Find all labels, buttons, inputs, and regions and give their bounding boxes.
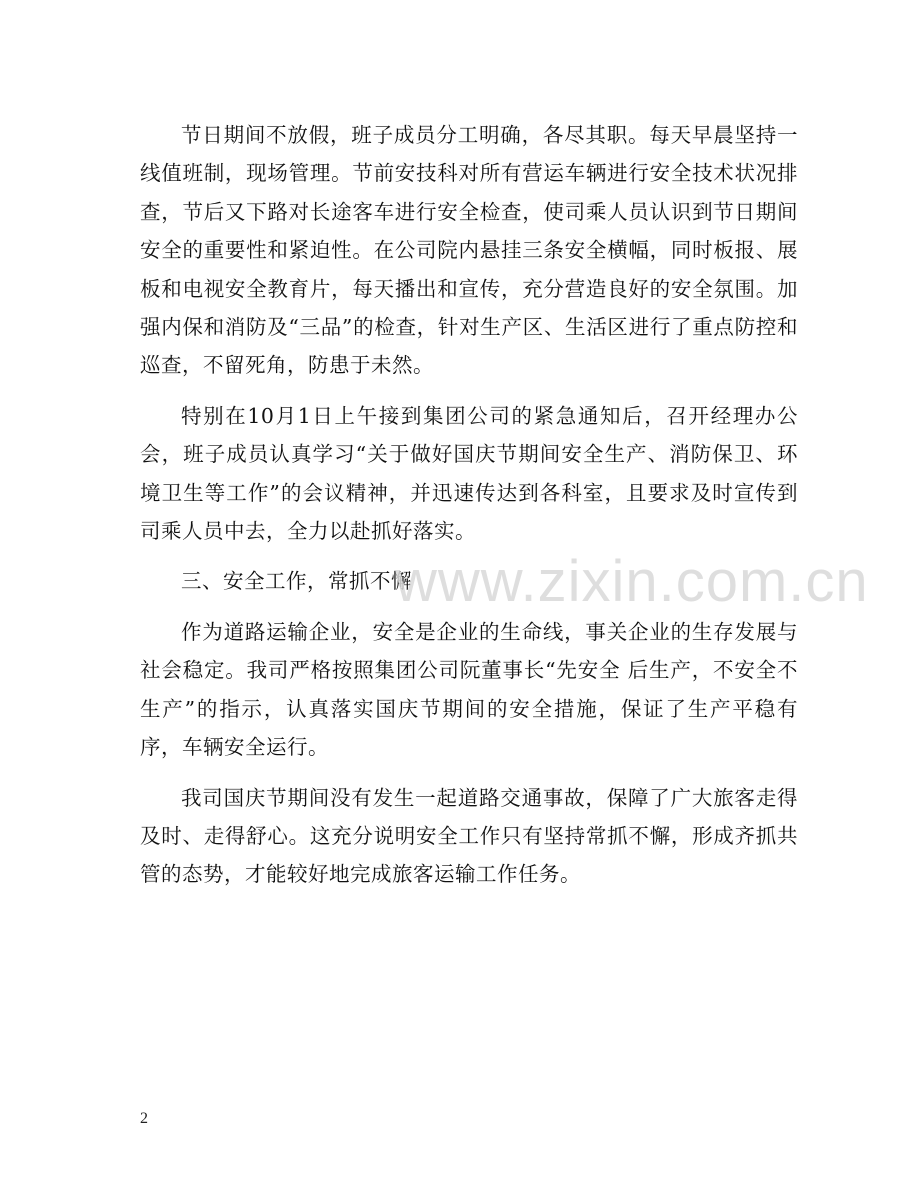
- watermark: www.zixin.com.cn: [395, 549, 869, 614]
- page-number: 2: [140, 1110, 148, 1127]
- paragraph: 作为道路运输企业，安全是企业的生命线，事关企业的生存发展与社会稳定。我司严格按照集团公司阮董事长“先安全 后生产，不安全不生产”的指示，认真落实国庆节期间的安全措施，保证了生产平稳有序，车辆安全运行。: [140, 619, 798, 760]
- paragraph: 我司国庆节期间没有发生一起道路交通事故，保障了广大旅客走得及时、走得舒心。这充分说明安全工作只有坚持常抓不懈，形成齐抓共管的态势，才能较好地完成旅客运输工作任务。: [140, 785, 798, 887]
- section-heading: 三、安全工作，常抓不懈: [181, 569, 412, 594]
- document-body: [140, 116, 798, 906]
- paragraph: 特别在10月1日上午接到集团公司的紧急通知后，召开经理办公会，班子成员认真学习“关于做好国庆节期间安全生产、消防保卫、环境卫生等工作”的会议精神，并迅速传达到各科室，且要求及时宣传到司乘人员中去，全力以赴抓好落实。: [140, 403, 798, 544]
- paragraph: 节日期间不放假，班子成员分工明确，各尽其职。每天早晨坚持一线值班制，现场管理。节前安技科对所有营运车辆进行安全技术状况排查，节后又下路对长途客车进行安全检查，使司乘人员认识到节日期间安全的重要性和紧迫性。在公司院内悬挂三条安全横幅，同时板报、展板和电视安全教育片，每天播出和宣传，充分营造良好的安全氛围。加强内保和消防及“三品”的检查，针对生产区、生活区进行了重点防控和巡查，不留死角，防患于未然。: [140, 123, 798, 378]
